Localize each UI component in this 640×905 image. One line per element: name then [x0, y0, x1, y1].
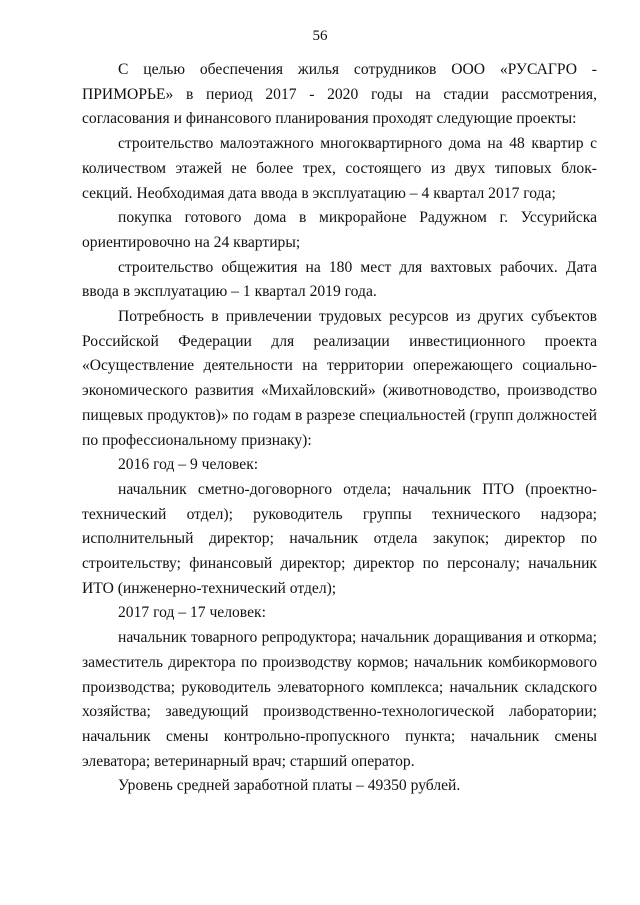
paragraph-labor-demand: Потребность в привлечении трудовых ресурсов из других субъектов Российской Федерации для реализации инвестиционного проекта «Осуществление деятельности на территории опережающего социально-экономического развития «Михайловский» (животноводство, производство пищевых продуктов)» по годам в разрезе специальностей (групп должностей по профессиональному признаку):: [82, 308, 597, 449]
paragraph-average-salary: Уровень средней заработной платы – 49350 рублей.: [118, 777, 461, 795]
paragraph-year-2016: 2016 год – 9 человек:: [118, 456, 259, 474]
page-number: 56: [312, 28, 328, 44]
paragraph-year-2017: 2017 год – 17 человек:: [118, 604, 266, 622]
paragraph-house-purchase: покупка готового дома в микрорайоне Радужном г. Уссурийска ориентировочно на 24 квартиры;: [82, 209, 597, 251]
paragraph-positions-2016: начальник сметно-договорного отдела; начальник ПТО (проектно-технический отдел); руководитель группы технического надзора; исполнительный директор; начальник отдела закупок; директор по строительству; финансовый директор; директор по персоналу; начальник ИТО (инженерно-технический отдел);: [82, 480, 597, 597]
paragraph-positions-2017: начальник товарного репродуктора; начальник доращивания и откорма; заместитель директора по производству кормов; начальник комбикормового производства; руководитель элеваторного комплекса; начальник складского хозяйства; заведующий производственно-технологической лаборатории; начальник смены контрольно-пропускного пункта; начальник смены элеватора; ветеринарный врач; старший оператор.: [82, 629, 597, 770]
paragraph-housing-intro: С целью обеспечения жилья сотрудников ООО «РУСАГРО - ПРИМОРЬЕ» в период 2017 - 2020 годы на стадии рассмотрения, согласования и финансового планирования проходят следующие проекты:: [82, 61, 597, 128]
paragraph-apartment-building: строительство малоэтажного многоквартирного дома на 48 квартир с количеством этажей не более трех, состоящего из двух типовых блок-секций. Необходимая дата ввода в эксплуатацию – 4 квартал 2017 года;: [82, 135, 597, 202]
document-body: [82, 58, 597, 799]
paragraph-dormitory: строительство общежития на 180 мест для вахтовых рабочих. Дата ввода в эксплуатацию – 1 квартал 2019 года.: [82, 258, 597, 301]
